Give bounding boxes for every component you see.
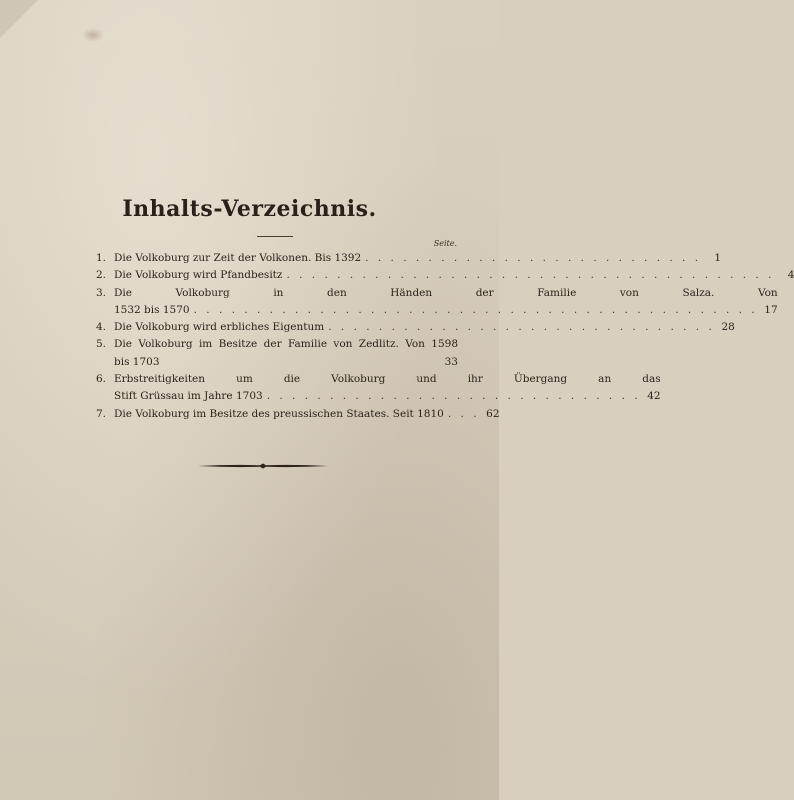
entry-page: 33	[444, 355, 458, 368]
entry-title-line: bis 1703	[114, 355, 160, 368]
leader-dots: . . . . . . . . . . . . . . . . . . . . . . . . . . . . . . . . . . . . . . .	[286, 269, 775, 282]
toc-entry	[96, 406, 500, 423]
ornamental-rule	[198, 462, 328, 470]
title-rule	[257, 236, 293, 237]
entry-title: Die Volkoburg wird Pfandbesitz	[114, 269, 283, 282]
entry-title-line: Die Volkoburg in den Händen der Familie von Salza. Von	[114, 286, 778, 299]
entry-page: 17	[764, 303, 778, 316]
table-of-contents	[96, 250, 794, 423]
entry-number: 6.	[96, 373, 107, 386]
entry-number: 3.	[96, 286, 107, 299]
entry-number: 1.	[96, 252, 107, 264]
entry-title: Die Volkoburg im Besitze des preussischen Staates. Seit 1810	[114, 407, 444, 420]
toc-entry	[96, 250, 722, 267]
leader-dots: . . . . . . . . . . . . . . . . . . . . . . . . . . . . . . . . . . . . . . . . . . . . .	[193, 303, 758, 316]
paper-stain	[82, 28, 104, 42]
entry-page: 1	[714, 252, 722, 264]
toc-entry	[96, 267, 794, 284]
entry-page: 4	[787, 269, 794, 282]
page-title: Inhalts-Verzeichnis.	[122, 196, 377, 222]
entry-page: 62	[486, 407, 500, 420]
entry-number: 2.	[96, 269, 107, 282]
entry-title-line: Stift Grüssau im Jahre 1703	[114, 390, 263, 403]
leader-dots: . . .	[447, 407, 480, 420]
toc-entry	[96, 285, 778, 320]
leader-dots: . . . . . . . . . . . . . . . . . . . . . . . . . . . . . . .	[328, 321, 715, 334]
entry-number: 7.	[96, 407, 107, 420]
toc-entry	[96, 336, 458, 371]
entry-title: Die Volkoburg wird erbliches Eigentum	[114, 321, 325, 334]
entry-number: 5.	[96, 338, 107, 351]
toc-entry	[96, 319, 735, 336]
leader-dots: . . . . . . . . . . . . . . . . . . . . . . . . . . .	[365, 252, 702, 264]
entry-title-line: Erbstreitigkeiten um die Volkoburg und ihr Übergang an das	[114, 373, 661, 386]
toc-entry	[96, 371, 661, 406]
entry-title-line: 1532 bis 1570	[114, 303, 190, 316]
entry-page: 28	[721, 321, 735, 334]
entry-page: 42	[647, 390, 661, 403]
corner-fold	[0, 0, 38, 38]
entry-title-line: Die Volkoburg im Besitze der Familie von Zedlitz. Von 1598	[114, 338, 458, 351]
leader-dots: . . . . . . . . . . . . . . . . . . . . . . . . . . . . . .	[266, 390, 641, 403]
entry-number: 4.	[96, 321, 107, 334]
entry-title: Die Volkoburg zur Zeit der Volkonen. Bis 1392	[114, 252, 362, 264]
page-column-header: Seite.	[433, 239, 457, 248]
